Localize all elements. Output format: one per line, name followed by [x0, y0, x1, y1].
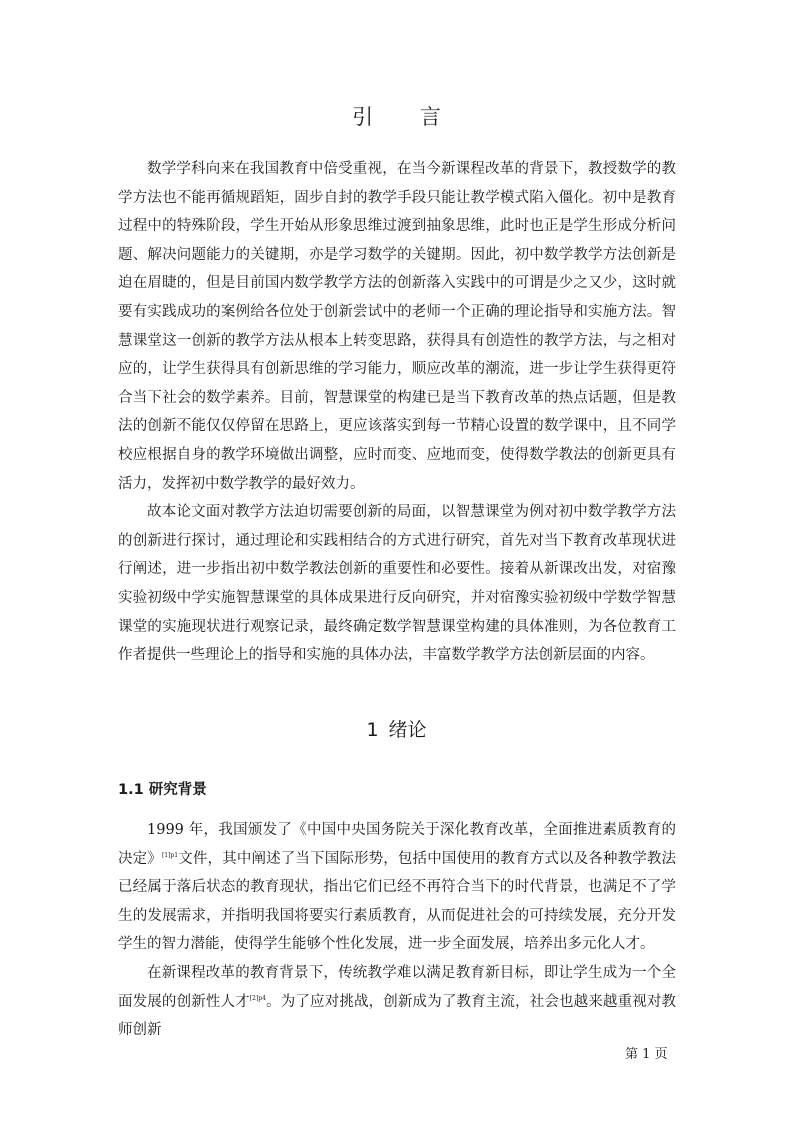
intro-paragraph-1: 数学学科向来在我国教育中倍受重视，在当今新课程改革的背景下，教授数学的教学方法也不能再循规蹈矩，固步自封的教学手段只能让教学模式陷入僵化。初中是教育过程中的特殊阶段，学生开始从形象思维过渡到抽象思维，此时也正是学生形成分析问题、解决问题能力的关键期，亦是学习数学的关键期。因此，初中数学教学方法创新是迫在眉睫的，但是目前国内数学教学方法的创新落入实践中的可谓是少之又少，这时就要有实践成功的案例给各位处于创新尝试中的老师一个正确的理论指导和实施方法。智慧课堂这一创新的教学方法从根本上转变思路，获得具有创造性的教学方法，与之相对应的，让学生获得具有创新思维的学习能力，顺应改革的潮流，进一步让学生获得更符合当下社会的数学素养。目前，智慧课堂的构建已是当下教育改革的热点话题，但是教法的创新不能仅仅停留在思路上，更应该落实到每一节精心设置的数学课中，且不同学校应根据自身的教学环境做出调整，应时而变、应地而变，使得数学教法的创新更具有活力，发挥初中数学教学的最好效力。: [118, 161, 676, 492]
page-title: 引 言: [352, 105, 461, 129]
section-paragraph-2-text-b: 。为了应对挑战，创新成为了教育主流，社会也越来越重视对教师创新: [118, 993, 676, 1039]
section-paragraph-1-text-b: 文件，其中阐述了当下国际形势，包括中国使用的教育方式以及各种教学教法已经属于落后状态的教育现状，指出它们已经不再符合当下的时代背景，也满足不了学生的发展需求，并指明我国将要实行素质教育，从而促进社会的可持续发展，充分开发学生的智力潜能，使得学生能够个性化发展，进一步全面发展，培养出多元化人才。: [118, 850, 677, 953]
citation-1: [1]p1: [161, 851, 179, 859]
chapter-title: 绪论: [388, 719, 427, 741]
section-paragraph-2: [118, 959, 676, 1045]
citation-2: [2]p4: [249, 994, 266, 1002]
section-paragraph-2-text-a: 在新课程改革的教育背景下，传统教学难以满足教育新目标，即让学生成为一个全面发展的创新性人才: [118, 964, 676, 1010]
section-paragraph-1-text-a: 1999 年，我国颁发了《中国中央国务院关于深化教育改革，全面推进素质教育的决定》: [118, 822, 676, 867]
chapter-heading: [0, 715, 793, 742]
section-paragraph-1: [118, 816, 676, 959]
page-number: 第 1 页: [625, 1047, 668, 1062]
intro-section: [118, 155, 676, 670]
section-heading: 1.1 研究背景: [118, 782, 207, 798]
section-body: [118, 816, 676, 1045]
intro-paragraph-2: 故本论文面对教学方法迫切需要创新的局面，以智慧课堂为例对初中数学教学方法的创新进行探讨，通过理论和实践相结合的方式进行研究，首先对当下教育改革现状进行阐述，进一步指出初中数学教法创新的重要性和必要性。接着从新课改出发，对宿豫实验初级中学实施智慧课堂的具体成果进行反向研究，并对宿豫实验初级中学数学智慧课堂的实施现状进行观察记录，最终确定数学智慧课堂构建的具体准则，为各位教育工作者提供一些理论上的指导和实施的具体办法，丰富数学教学方法创新层面的内容。: [118, 504, 676, 664]
chapter-number: 1: [366, 719, 379, 741]
